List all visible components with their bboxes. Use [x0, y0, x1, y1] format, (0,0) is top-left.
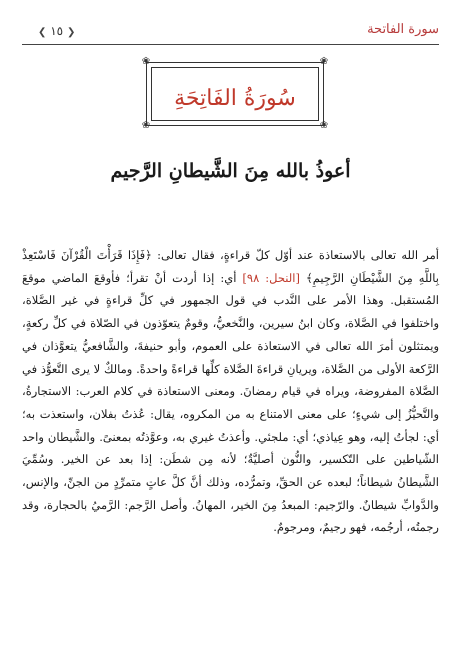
page-number — [38, 24, 75, 38]
quran-verse: ﴿فَإِذَا قَرَأْتَ الْقُرْآنَ فَاسْتَعِذْ بِاللَّهِ مِنَ الشَّيْطَانِ الرَّجِيمِ﴾ — [22, 248, 439, 285]
right-ornament-icon: ❯ — [38, 27, 47, 38]
corner-ornament-icon: ❀ — [319, 120, 329, 131]
corner-ornament-icon: ❀ — [141, 120, 151, 131]
surah-title-inner-frame — [151, 67, 319, 121]
commentary-text — [22, 244, 439, 539]
header-divider — [22, 44, 439, 45]
surah-title-frame — [141, 56, 329, 131]
surah-title: سُورَةُ الفَاتِحَةِ — [174, 86, 296, 111]
corner-ornament-icon: ❀ — [141, 56, 151, 67]
verse-reference: [النحل: ٩٨] — [242, 270, 306, 285]
commentary-paragraph — [22, 244, 439, 539]
corner-ornament-icon: ❀ — [319, 56, 329, 67]
running-title: سورة الفاتحة — [367, 22, 439, 37]
istiadha-heading: أعوذُ بالله مِنَ الشَّيطانِ الرَّجيم — [110, 160, 351, 182]
page-header — [0, 0, 461, 40]
page-number-value: ١٥ — [50, 24, 64, 38]
left-ornament-icon: ❮ — [66, 27, 76, 38]
text-segment: أمر الله تعالى بالاستعاذة عند أوّل كلّ قراءةٍ، فقال تعالى: — [151, 248, 439, 262]
text-segment: أي: إذا أردت أنْ تقرأ؛ فأوقعَ الماضي موقعَ المُستقبل. وهذا الأمر على النَّدب في قول الجمهور في كلِّ قراءةٍ في غير الصَّلاة، واختلفوا في الصَّلاة، وكان ابنُ سيرين، والنَّخعيُّ، وقومٌ يتعوّذون في الصّلاة في كلِّ ركعةٍ، ويمتثلون أمرَ الله تعالى في الاستعاذة على العموم، وأبو حنيفةَ، والشَّافعيُّ يتعوَّذان في الرَّكعة الأولى من الصَّلاة، ويريانِ قراءةَ الصَّلاة كلِّها قراءةً واحدةً. ومالكٌ لا يرى التَّعوُّذ في الصَّلاة المفروضة، ويراه في قيام رمضانَ. ومعنى الاستعاذة في كلام العرب: الاستجارةُ، والتَّحيُّزُ إلى شيءٍ؛ على معنى الامتناع به من المكروه، يقال: عُذتُ بفلان، واستعذت به؛ أي: لجأتُ إليه، وهو عِياذي؛ أي: ملجئي. وأعذتُ غيري به، وعوَّذتُه بمعنىً. والشَّيطان واحد الشّياطين على التّكسير، والنُّون أصليَّةٌ؛ لأنه مِن شطَن: إذا بعد عن الخير. وسُمِّيَ الشَّيطانُ شيطاناً؛ لبعده عن الحقِّ، وتمرُّده، وذلك أنَّ كلَّ عاتٍ متمرِّدٍ من الجنِّ، والإنس، والدَّوابِّ شيطانٌ. والرّجيم: المبعدُ مِنَ الخير، المهانُ. وأصل الرَّجم: الرَّميُ بالحجارة، وقد رجمتُه، أرجُمه، فهو رجيمٌ، ومرجومٌ. — [22, 270, 439, 535]
